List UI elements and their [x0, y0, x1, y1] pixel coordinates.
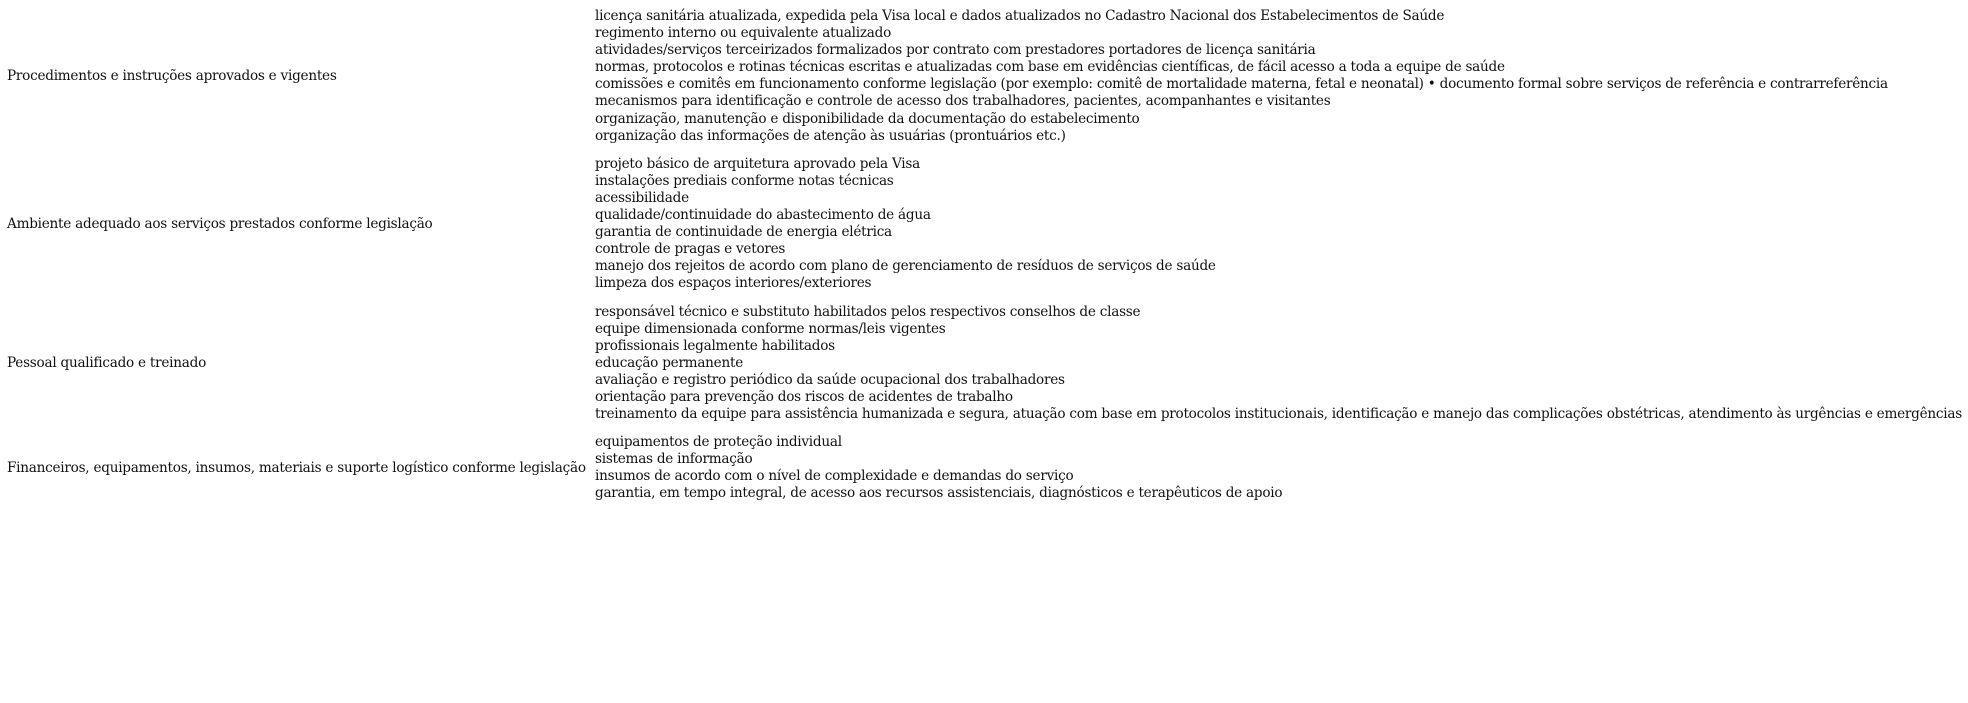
- list-item: organização, manutenção e disponibilidade da documentação do estabelecimento: [595, 110, 1140, 127]
- list-item: insumos de acordo com o nível de complexidade e demandas do serviço: [595, 468, 1074, 485]
- list-item: avaliação e registro periódico da saúde ocupacional dos trabalhadores: [595, 371, 1065, 388]
- requirement-list: [595, 156, 1962, 293]
- list-item: organização das informações de atenção às usuárias (prontuários etc.): [595, 127, 1066, 144]
- list-item: regimento interno ou equivalente atualizado: [595, 25, 892, 42]
- requirement-list: [595, 434, 1962, 502]
- requirements-document: [7, 8, 1962, 503]
- list-item: equipamentos de proteção individual: [595, 434, 842, 451]
- category-label: Procedimentos e instruções aprovados e vigentes: [7, 67, 337, 84]
- category-label: Pessoal qualificado e treinado: [7, 354, 207, 371]
- table-row: [7, 434, 1962, 502]
- list-item: licença sanitária atualizada, expedida pela Visa local e dados atualizados no Cadastro Nacional dos Estabelecimentos de Saúde: [595, 8, 1445, 24]
- row-spacer: [7, 293, 1962, 304]
- requirements-table: [7, 8, 1962, 503]
- list-item: manejo dos rejeitos de acordo com plano de gerenciamento de resíduos de serviços de saúde: [595, 258, 1216, 275]
- list-item: controle de pragas e vetores: [595, 241, 786, 258]
- list-item: acessibilidade: [595, 189, 689, 206]
- list-item: atividades/serviços terceirizados formalizados por contrato com prestadores portadores de licença sanitária: [595, 42, 1316, 59]
- table-row: [7, 304, 1962, 424]
- list-item: limpeza dos espaços interiores/exteriores: [595, 275, 872, 292]
- list-item: normas, protocolos e rotinas técnicas escritas e atualizadas com base em evidências científicas, de fácil acesso a toda a equipe de saúde: [595, 59, 1505, 76]
- list-item: profissionais legalmente habilitados: [595, 337, 835, 354]
- list-item: garantia de continuidade de energia elétrica: [595, 224, 892, 241]
- category-label: Financeiros, equipamentos, insumos, materiais e suporte logístico conforme legislação: [7, 459, 586, 476]
- list-item: equipe dimensionada conforme normas/leis vigentes: [595, 320, 946, 337]
- requirement-list: [595, 304, 1962, 424]
- list-item: mecanismos para identificação e controle de acesso dos trabalhadores, pacientes, acompanhantes e visitantes: [595, 93, 1331, 110]
- list-item: garantia, em tempo integral, de acesso aos recursos assistenciais, diagnósticos e terapêuticos de apoio: [595, 485, 1283, 502]
- list-item: instalações prediais conforme notas técnicas: [595, 172, 894, 189]
- list-item: orientação para prevenção dos riscos de acidentes de trabalho: [595, 388, 1013, 405]
- list-item: qualidade/continuidade do abastecimento de água: [595, 207, 931, 224]
- list-item: treinamento da equipe para assistência humanizada e segura, atuação com base em protocolos institucionais, identificação e manejo das complicações obstétricas, atendimento às urgências e emergências: [595, 406, 1962, 423]
- requirement-list: [595, 8, 1962, 145]
- row-spacer: [7, 145, 1962, 156]
- list-item: responsável técnico e substituto habilitados pelos respectivos conselhos de classe: [595, 303, 1141, 320]
- row-spacer: [7, 423, 1962, 434]
- list-item: projeto básico de arquitetura aprovado pela Visa: [595, 155, 920, 172]
- list-item: educação permanente: [595, 354, 743, 371]
- table-row: [7, 8, 1962, 145]
- list-item: comissões e comitês em funcionamento conforme legislação (por exemplo: comitê de mortalidade materna, fetal e neonatal) • documento formal sobre serviços de referência e contrarreferência: [595, 76, 1888, 93]
- list-item: sistemas de informação: [595, 451, 753, 468]
- category-label: Ambiente adequado aos serviços prestados conforme legislação: [7, 215, 433, 232]
- table-row: [7, 156, 1962, 293]
